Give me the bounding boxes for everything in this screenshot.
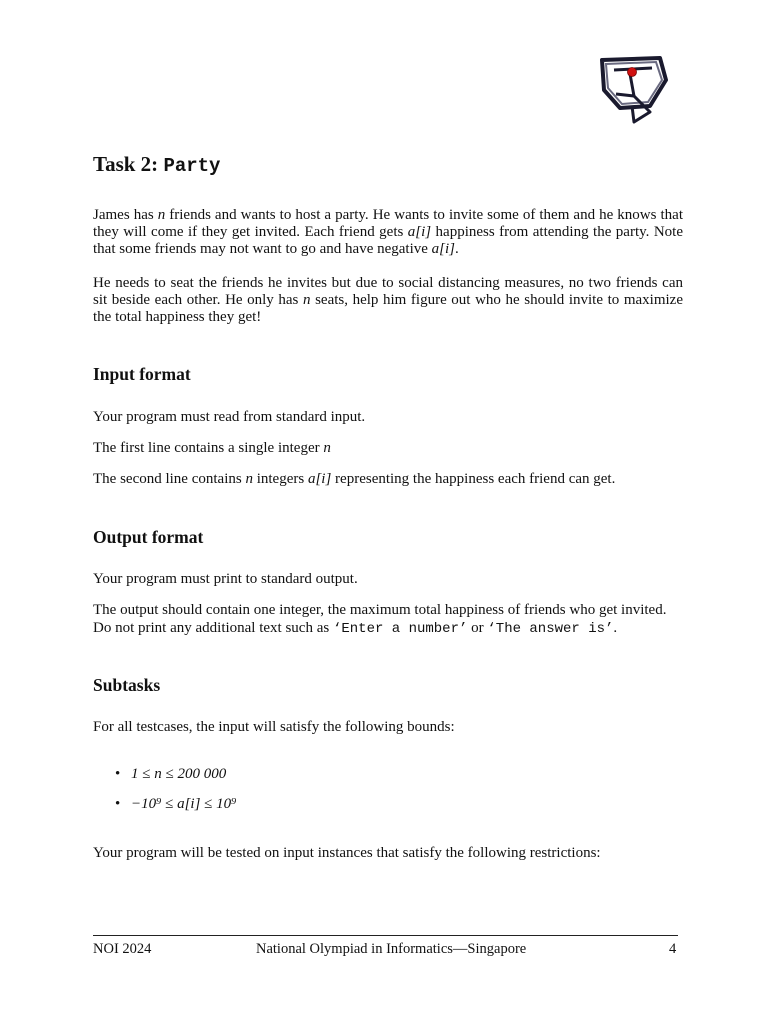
input-format-line-3: The second line contains n integers a[i] representing the happiness each friend can get.: [93, 471, 616, 487]
page-number: 4: [669, 941, 677, 957]
output-format-line-1: Your program must print to standard output.: [93, 571, 358, 587]
intro-paragraph-2: He needs to seat the friends he invites but due to social distancing measures, no two friends can sit beside each other. He only has n seats, help him figure out who he should invite to maximize the total happiness they get!: [93, 275, 683, 325]
noi-logo: [590, 50, 682, 128]
input-format-line-2: The first line contains a single integer n: [93, 440, 331, 456]
output-format-heading: Output format: [93, 527, 204, 547]
bound-item: • −10⁹ ≤ a[i] ≤ 10⁹: [115, 796, 237, 812]
subtasks-restrictions: Your program will be tested on input instances that satisfy the following restrictions:: [93, 845, 601, 861]
input-format-heading: Input format: [93, 364, 191, 384]
bound-item: • 1 ≤ n ≤ 200 000: [115, 766, 227, 782]
subtasks-heading: Subtasks: [93, 675, 161, 695]
output-format-line-2: The output should contain one integer, the maximum total happiness of friends who get invited.: [93, 602, 667, 618]
task-title: Task 2: Party: [93, 152, 221, 177]
input-format-line-1: Your program must read from standard input.: [93, 409, 366, 425]
footer-rule: [93, 935, 678, 936]
intro-paragraph-1: James has n friends and wants to host a party. He wants to invite some of them and he knows that they will come if they get invited. Each friend gets a[i] happiness from attending the party. Note that some friends may not want to go and have negative a[i].: [93, 207, 683, 257]
footer-center: National Olympiad in Informatics—Singapore: [256, 941, 527, 957]
task-name: Party: [163, 155, 221, 177]
subtasks-intro: For all testcases, the input will satisfy the following bounds:: [93, 719, 455, 735]
footer-left: NOI 2024: [93, 941, 152, 957]
output-format-line-3: Do not print any additional text such as ‘Enter a number’ or ‘The answer is’.: [93, 620, 618, 637]
